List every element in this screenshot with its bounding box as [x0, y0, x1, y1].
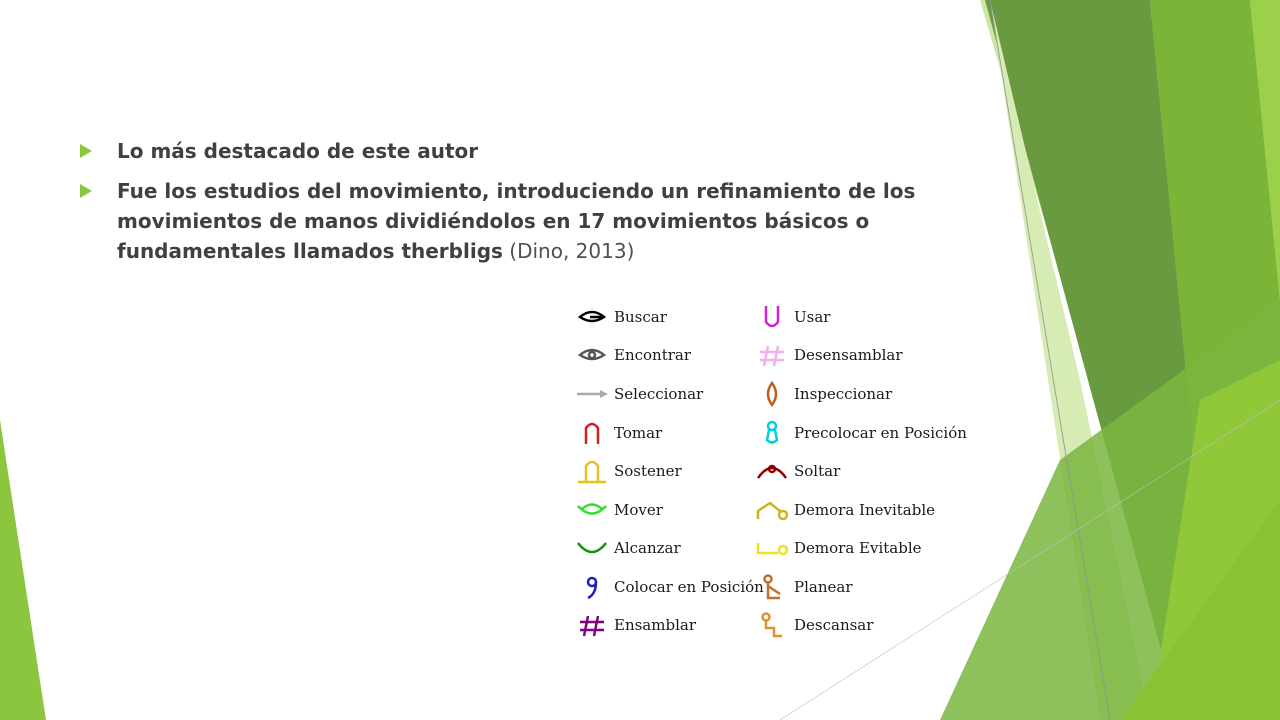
use-icon: [754, 304, 790, 330]
lens-icon: [754, 381, 790, 407]
therblig-item: [754, 610, 954, 640]
therblig-item: [754, 533, 954, 563]
therblig-label: Tomar: [614, 424, 663, 442]
therblig-item: [574, 302, 774, 332]
therblig-label: Usar: [794, 308, 831, 326]
triangle-bullet-icon: [80, 144, 92, 158]
therblig-label: Sostener: [614, 462, 682, 480]
therblig-item: [574, 533, 774, 563]
therblig-label: Ensamblar: [614, 616, 696, 634]
release-icon: [754, 458, 790, 484]
therblig-item: [574, 418, 774, 448]
bullet-list: [80, 136, 940, 276]
assemble-icon: [574, 612, 610, 638]
therbligs-table: [574, 300, 967, 640]
bullet-item: [80, 176, 940, 266]
therblig-label: Encontrar: [614, 346, 692, 364]
therblig-item: [754, 379, 954, 409]
therblig-item: [574, 495, 774, 525]
therblig-item: [754, 456, 954, 486]
eye-closed-icon: [574, 304, 610, 330]
therblig-label: Precolocar en Posición: [794, 424, 967, 442]
therblig-item: [754, 302, 954, 332]
therblig-item: [754, 495, 954, 525]
therblig-label: Mover: [614, 501, 663, 519]
bullet-text-bold: Lo más destacado de este autor: [117, 139, 479, 163]
reach-icon: [574, 535, 610, 561]
preposition-icon: [754, 420, 790, 446]
therblig-label: Soltar: [794, 462, 841, 480]
bullet-item: [80, 136, 940, 166]
therblig-item: [754, 418, 967, 448]
triangle-bullet-icon: [80, 184, 92, 198]
therblig-item: [574, 572, 774, 602]
therblig-label: Inspeccionar: [794, 385, 893, 403]
therblig-label: Demora Inevitable: [794, 501, 936, 519]
move-icon: [574, 497, 610, 523]
therblig-label: Seleccionar: [614, 385, 704, 403]
bullet-text-bold: Fue los estudios del movimiento, introduciendo un refinamiento de los movimientos de manos dividiéndolos en 17 movimientos básicos o fundamentales llamados therbligs: [117, 179, 916, 263]
plan-icon: [754, 574, 790, 600]
therblig-item: [754, 572, 954, 602]
position-icon: [574, 574, 610, 600]
therblig-label: Demora Evitable: [794, 539, 922, 557]
therblig-label: Buscar: [614, 308, 667, 326]
therblig-label: Planear: [794, 578, 853, 596]
bullet-citation: (Dino, 2013): [502, 239, 635, 263]
therblig-item: [574, 379, 774, 409]
unavoidable-delay-icon: [754, 497, 790, 523]
therblig-item: [574, 456, 774, 486]
therblig-item: [574, 610, 774, 640]
therblig-item: [754, 340, 954, 370]
therblig-label: Descansar: [794, 616, 874, 634]
disassemble-icon: [754, 342, 790, 368]
therblig-item: [574, 340, 774, 370]
avoidable-delay-icon: [754, 535, 790, 561]
rest-icon: [754, 612, 790, 638]
arrow-icon: [574, 381, 610, 407]
grasp-icon: [574, 420, 610, 446]
eye-icon: [574, 342, 610, 368]
therblig-label: Desensamblar: [794, 346, 903, 364]
hold-icon: [574, 458, 610, 484]
therblig-label: Alcanzar: [614, 539, 681, 557]
therblig-label: Colocar en Posición: [614, 578, 764, 596]
